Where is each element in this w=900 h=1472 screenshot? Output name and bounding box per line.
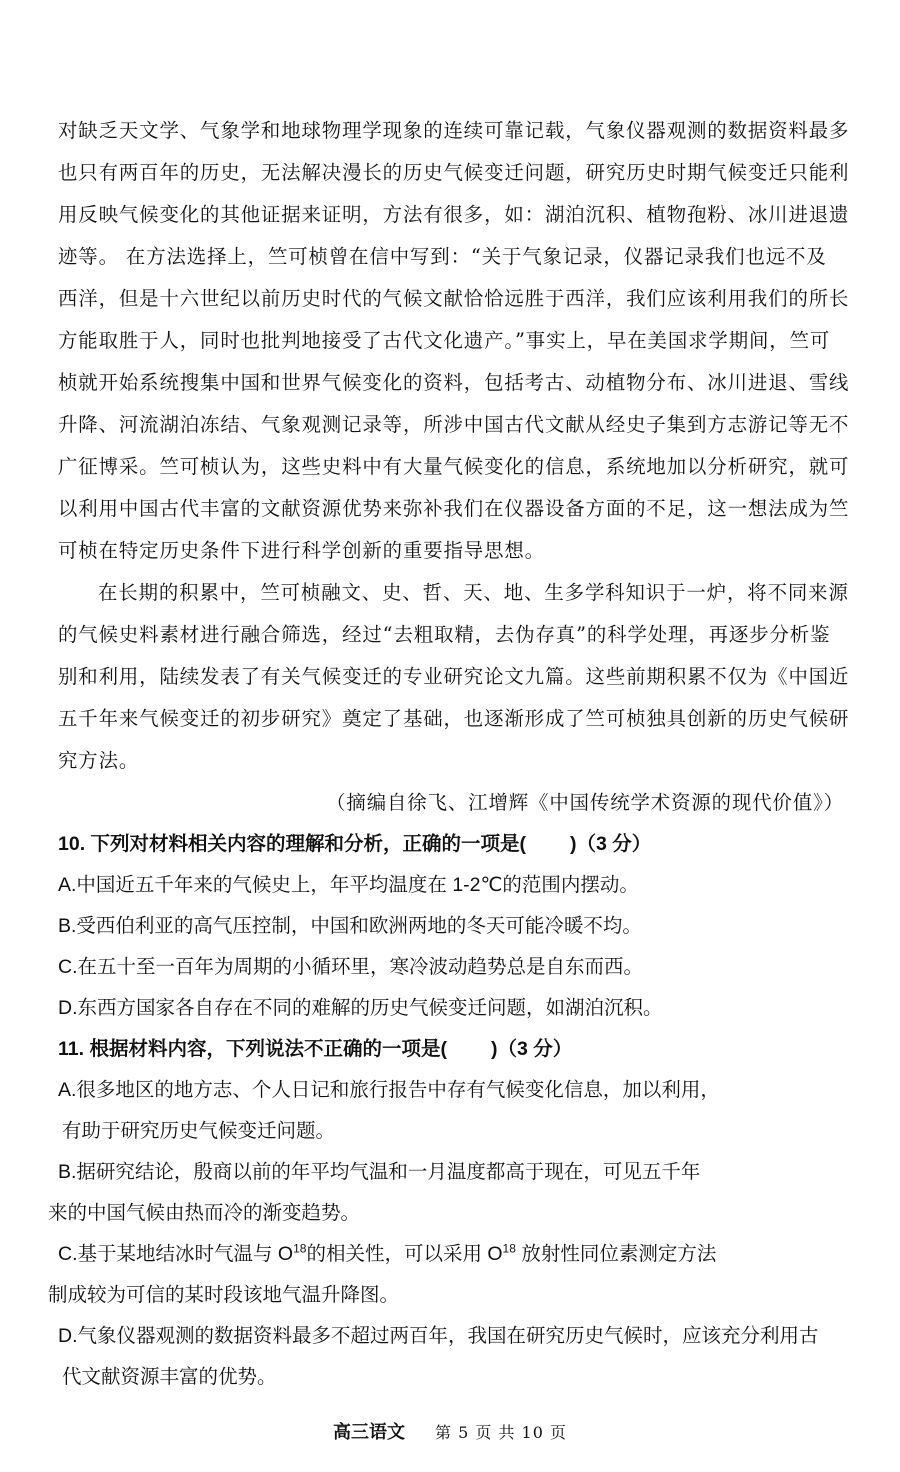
passage-line: 桢就开始系统搜集中国和世界气候变化的资料，包括考古、动植物分布、冰川进退、雪线 (58, 371, 850, 394)
question-11-option-b: B.据研究结论，殷商以前的年平均气温和一月温度都高于现在，可见五千年 (58, 1161, 701, 1183)
passage-line: 也只有两百年的历史，无法解决漫长的历史气候变迁问题，研究历史时期气候变迁只能利 (58, 161, 850, 184)
source-attribution: （摘编自徐飞、江增辉《中国传统学术资源的现代价值》） (326, 791, 844, 814)
question-10-option-d: D.东西方国家各自存在不同的难解的历史气候变迁问题，如湖泊沉积。 (58, 997, 663, 1019)
passage-line: 可桢在特定历史条件下进行科学创新的重要指导思想。 (58, 539, 545, 562)
subject-label: 高三语文 (333, 1422, 405, 1442)
question-11-option-c: C.基于某地结冰时气温与 $O^{18}$的相关性，可以采用 $O^{18}$ 放射性同位素测定方法 (58, 1241, 717, 1265)
passage-line: 迹等。 在方法选择上，竺可桢曾在信中写到：“关于气象记录，仪器记录我们也远不及 (58, 245, 827, 268)
passage-line: 究方法。 (58, 749, 140, 772)
passage-line: 西洋，但是十六世纪以前历史时代的气候文献恰恰远胜于西洋，我们应该利用我们的所长 (58, 287, 850, 310)
question-11-option-c-cont: 制成较为可信的某时段该地气温升降图。 (48, 1284, 400, 1306)
passage-line: 用反映气候变化的其他证据来证明，方法有很多，如：湖泊沉积、植物孢粉、冰川进退遗 (58, 203, 850, 226)
question-10-option-a: A.中国近五千年来的气候史上，年平均温度在 1-2℃的范围内摆动。 (58, 874, 639, 896)
question-11-option-d: D.气象仪器观测的数据资料最多不超过两百年，我国在研究历史气候时，应该充分利用古 (58, 1325, 819, 1347)
page-number: 第 5 页 共 10 页 (435, 1423, 567, 1442)
passage-line: 升降、河流湖泊冻结、气象观测记录等，所涉中国古代文献从经史子集到方志游记等无不 (58, 413, 850, 436)
question-11-option-a-cont: 有助于研究历史气候变迁问题。 (62, 1120, 336, 1142)
question-11-option-a: A.很多地区的地方志、个人日记和旅行报告中存有气候变化信息，加以利用， (58, 1079, 720, 1101)
question-10-stem: 10. 下列对材料相关内容的理解和分析，正确的一项是( )（3 分） (58, 833, 652, 855)
question-11-option-d-cont: 代文献资源丰富的优势。 (62, 1366, 277, 1388)
question-10-option-c: C.在五十至一百年为周期的小循环里，寒冷波动趋势总是自东而西。 (58, 956, 644, 978)
passage-line: 对缺乏天文学、气象学和地球物理学现象的连续可靠记载，气象仪器观测的数据资料最多 (58, 119, 850, 142)
question-10-option-b: B.受西伯利亚的高气压控制，中国和欧洲两地的冬天可能冷暖不均。 (58, 915, 642, 937)
passage-line: 广征博采。竺可桢认为，这些史料中有大量气候变化的信息，系统地加以分析研究，就可 (58, 455, 850, 478)
passage-line: 以利用中国古代丰富的文献资源优势来弥补我们在仪器设备方面的不足，这一想法成为竺 (58, 497, 850, 520)
passage-line: 五千年来气候变迁的初步研究》奠定了基础，也逐渐形成了竺可桢独具创新的历史气候研 (58, 707, 850, 730)
passage-line: 的气候史料素材进行融合筛选，经过“去粗取精，去伪存真”的科学处理，再逐步分析鉴 (58, 623, 831, 646)
page-footer (0, 1418, 900, 1444)
question-11-stem: 11. 根据材料内容，下列说法不正确的一项是( )（3 分） (58, 1038, 573, 1060)
passage-line: 别和利用，陆续发表了有关气候变迁的专业研究论文九篇。这些前期积累不仅为《中国近 (58, 665, 850, 688)
passage-line: 在长期的积累中，竺可桢融文、史、哲、天、地、生多学科知识于一炉，将不同来源 (98, 581, 849, 604)
question-11-option-b-cont: 来的中国气候由热而冷的渐变趋势。 (48, 1202, 361, 1224)
passage-line: 方能取胜于人，同时也批判地接受了古代文化遗产。”事实上，早在美国求学期间，竺可 (58, 329, 831, 352)
